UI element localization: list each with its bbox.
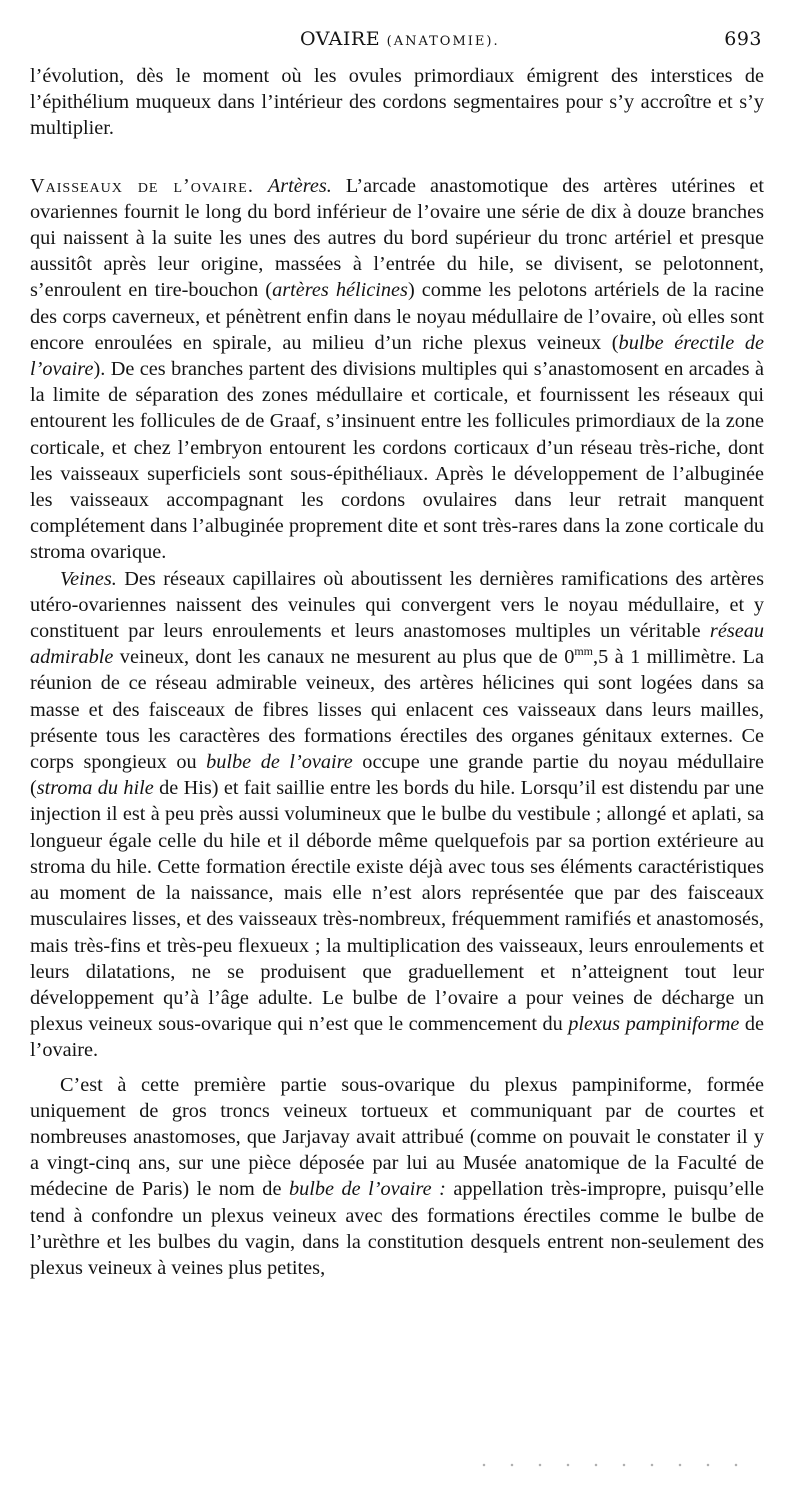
paragraph-text: de l’ovaire. <box>30 1013 765 1062</box>
paragraph-text: Des réseaux capillaires où aboutissent les dernières ramifications des artères utéro-ovariennes naissent des veinules qui convergent vers le noyau médullaire, et y constituent par leurs enroulements et leurs anastomoses multiples un véritable <box>30 567 764 643</box>
paragraph-text: ) comme les pelotons artériels de la racine des corps caverneux, et pénètrent enfin dans le noyau médullaire de l’ovaire, où elles sont encore enroulées en spirale, au milieu d’un riche plexus veineux ( <box>30 279 764 354</box>
running-head <box>32 28 762 50</box>
running-title-main: OVAIRE <box>300 28 381 50</box>
paragraph-text: occupe une grande partie du noyau médullaire ( <box>30 751 764 800</box>
section-subheading-veins: Veines. <box>60 567 117 590</box>
paragraph-vessels <box>30 173 764 566</box>
paragraph-text: de His) et fait saillie entre les bords du hile. Lorsqu’il est distendu par une injection il est à peu près aussi volumineux que le bulbe du vestibule ; allongé et aplati, sa longueur égale celle du hile et il déborde même quelquefois par sa portion extérieure au stroma du hile. Cette formation érectile existe déjà avec tous ses éléments caractéristiques au moment de la naissance, mais elle n’est alors représentée que par des faisceaux musculaires lisses, et des vaisseaux très-nombreux, fréquemment ramifiés et anastomosés, mais très-fins et très-peu flexueux ; la multiplication des vaisseaux, leurs enroulements et leurs dilatations, ne se produisent que graduellement et n’atteignent tout leur développement qu’à l’âge adulte. Le bulbe de l’ovaire a pour veines de décharge un plexus veineux sous-ovarique qui n’est que le commencement du <box>30 777 765 1036</box>
paragraph-text: appellation très-impropre, puisqu’elle tend à confondre un plexus veineux avec des formations érectiles comme le bulbe de l’urèthre et les bulbes du vagin, dans la constitution desquels entrent non-seulement des plexus veineux à veines plus petites, <box>30 1178 764 1279</box>
section-subheading-arteries: Artères. <box>267 174 332 197</box>
running-title-subtitle: (ANATOMIE). <box>386 34 500 49</box>
italic-term: bulbe de l’ovaire <box>206 751 353 774</box>
paragraph-text: ). De ces branches partent des divisions multiples qui s’anastomosent en arcades à la limite de séparation des zones médullaire et corticale, et fournissent les réseaux qui entourent les follicules de de Graaf, s’insinuent entre les follicules primordiaux de la zone corticale, et chez l’embryon entourent les cordons corticaux d’un réseau très-riche, dont les vaisseaux superficiels sont sous-épithéliaux. Après le développement de l’albuginée les vaisseaux accompagnant les cordons ovulaires dans leur retrait manquent complétement dans l’albuginée proprement dite et sont très-rares dans la zone corticale du stroma ovarique. <box>30 358 764 564</box>
paragraph-text: ,5 à 1 millimètre. La réunion de ce réseau admirable veineux, des artères hélicines qui sont logées dans sa masse et des faisceaux de fibres lisses qui enlacent ces vaisseaux dans leurs mailles, présente tous les caractères des formations érectiles des organes génitaux externes. Ce corps spongieux ou <box>30 646 765 774</box>
section-heading: Vaisseaux de l’ovaire. <box>30 174 254 197</box>
running-title <box>300 28 500 50</box>
italic-term: bulbe de l’ovaire : <box>288 1178 446 1201</box>
page-number: 693 <box>724 28 762 50</box>
paragraph-jarjavay <box>30 1072 764 1282</box>
italic-term: réseau admirable <box>30 620 764 669</box>
paragraph-text: l’évolution, dès le moment où les ovules primordiaux émigrent des interstices de l’épithélium muqueux dans l’intérieur des cordons segmentaires pour s’y accroître et s’y multiplier. <box>30 65 764 140</box>
italic-term: bulbe érectile de l’ovaire <box>30 331 764 381</box>
unit-superscript: mm <box>574 644 594 659</box>
paragraph-text: veineux, dont les canaux ne mesurent au plus que de 0 <box>113 646 575 669</box>
paragraph-text: C’est à cette première partie sous-ovarique du plexus pampiniforme, formée uniquement de gros troncs veineux tortueux et communiquant par de courtes et nombreuses anastomoses, que Jarjavay avait attribué (comme on pouvait le constater il y a vingt-cinq ans, sur une pièce déposée par lui au Musée anatomique de la Faculté de médecine de Paris) le nom de <box>30 1073 764 1201</box>
paragraph-text: L’arcade anastomotique des artères utérines et ovariennes fournit le long du bord inférieur de l’ovaire une série de dix à douze branches qui naissent à la suite les unes des autres du bord supérieur du tronc artériel et presque aussitôt après leur origine, massées à l’entrée du hile, se divisent, se pelotonnent, s’enroulent en tire-bouchon ( <box>30 174 764 302</box>
italic-term: artères hélicines <box>272 279 408 302</box>
paragraph-veins <box>30 566 764 1064</box>
scan-artifact-dots <box>470 1463 740 1467</box>
paragraph-continuation <box>30 63 764 142</box>
italic-term: stroma du hile <box>36 777 154 800</box>
italic-term: plexus pampiniforme <box>568 1013 740 1036</box>
body-text <box>30 63 764 1281</box>
